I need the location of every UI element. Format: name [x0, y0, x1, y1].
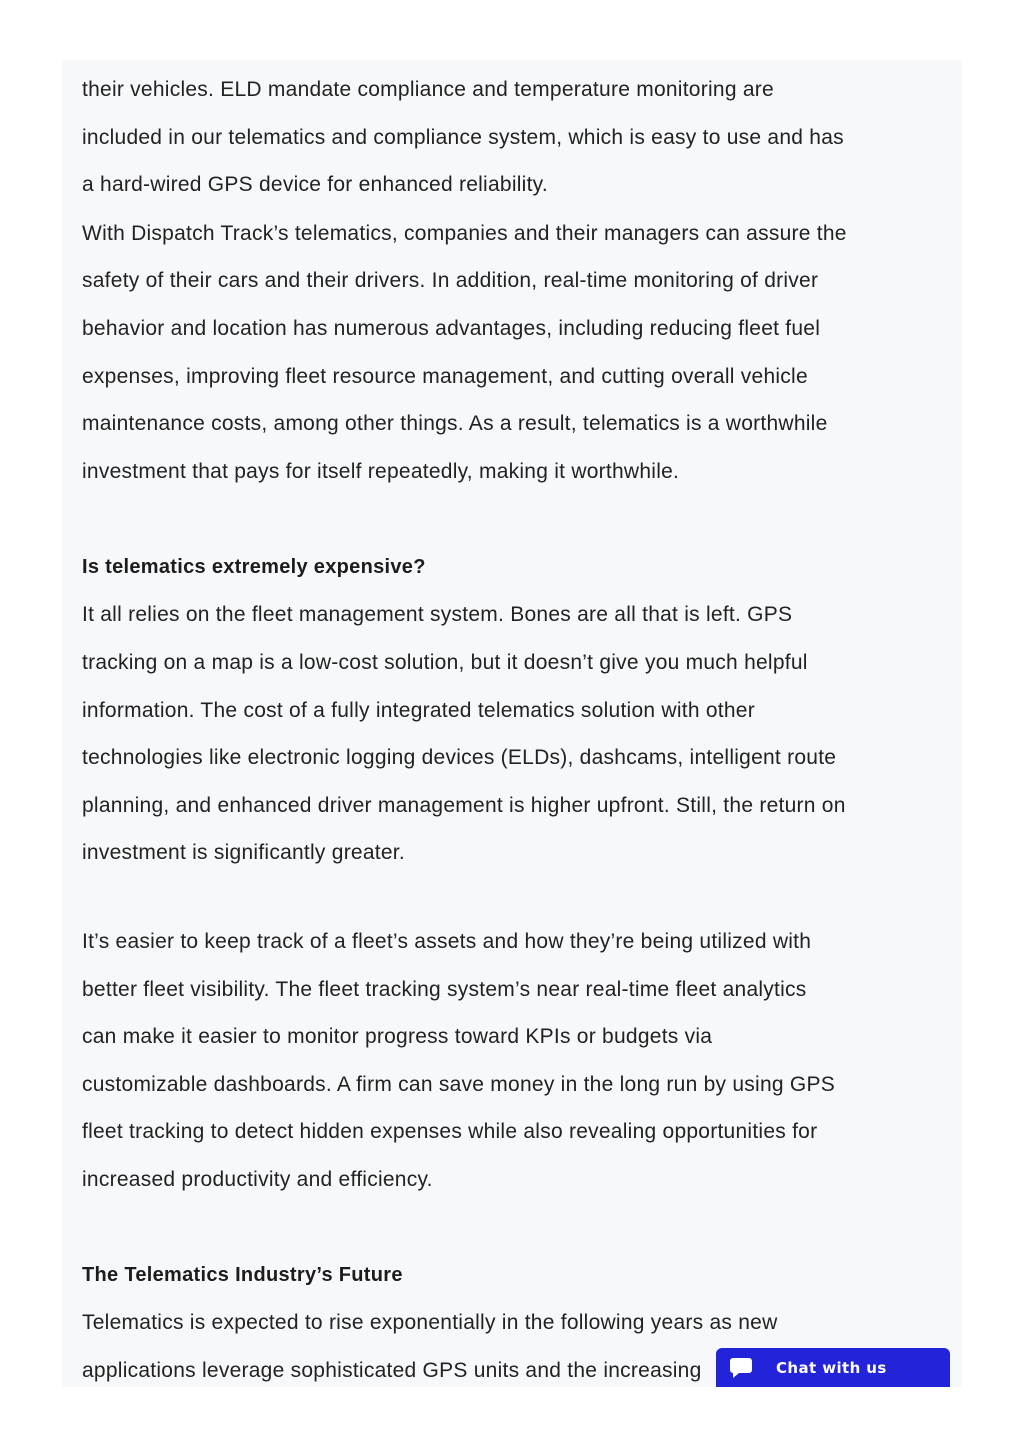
article-panel: [62, 60, 962, 1387]
article-body: [82, 66, 944, 1387]
article-paragraph: It’s easier to keep track of a fleet’s assets and how they’re being utilized with better fleet visibility. The fleet tracking system’s near real-time fleet analytics can make it easier to monitor progress toward KPIs or budgets via customizable dashboards. A firm can save money in the long run by using GPS fleet tracking to detect hidden expenses while also revealing opportunities for increased productivity and efficiency.: [82, 929, 835, 1191]
section-heading: The Telematics Industry’s Future: [82, 1264, 403, 1287]
chat-with-us-button[interactable]: [716, 1348, 950, 1387]
spacer: [82, 877, 944, 918]
article-paragraph: Telematics is expected to rise exponentially in the following years as new applications leverage sophisticated GPS units and the increasing: [82, 1311, 778, 1383]
article-paragraph: their vehicles. ELD mandate compliance and temperature monitoring are included in our telematics and compliance system, which is easy to use and has a hard-wired GPS device for enhanced reliability.: [82, 78, 844, 197]
spacer: [82, 495, 944, 544]
spacer: [82, 1203, 944, 1252]
article-paragraph: With Dispatch Track’s telematics, companies and their managers can assure the safety of their cars and their drivers. In addition, real-time monitoring of driver behavior and location has numerous advantages, including reducing fleet fuel expenses, improving fleet resource management, and cutting overall vehicle maintenance costs, among other things. As a result, telematics is a worthwhile investment that pays for itself repeatedly, making it worthwhile.: [82, 221, 847, 483]
section-heading: Is telematics extremely expensive?: [82, 556, 426, 579]
chat-bubble-icon: [729, 1357, 753, 1379]
article-paragraph: It all relies on the fleet management system. Bones are all that is left. GPS tracking on a map is a low-cost solution, but it doesn’t give you much helpful information. The cost of a fully integrated telematics solution with other technologies like electronic logging devices (ELDs), dashcams, intelligent route planning, and enhanced driver management is higher upfront. Still, the return on investment is significantly greater.: [82, 603, 846, 865]
chat-label: Chat with us: [776, 1358, 887, 1377]
